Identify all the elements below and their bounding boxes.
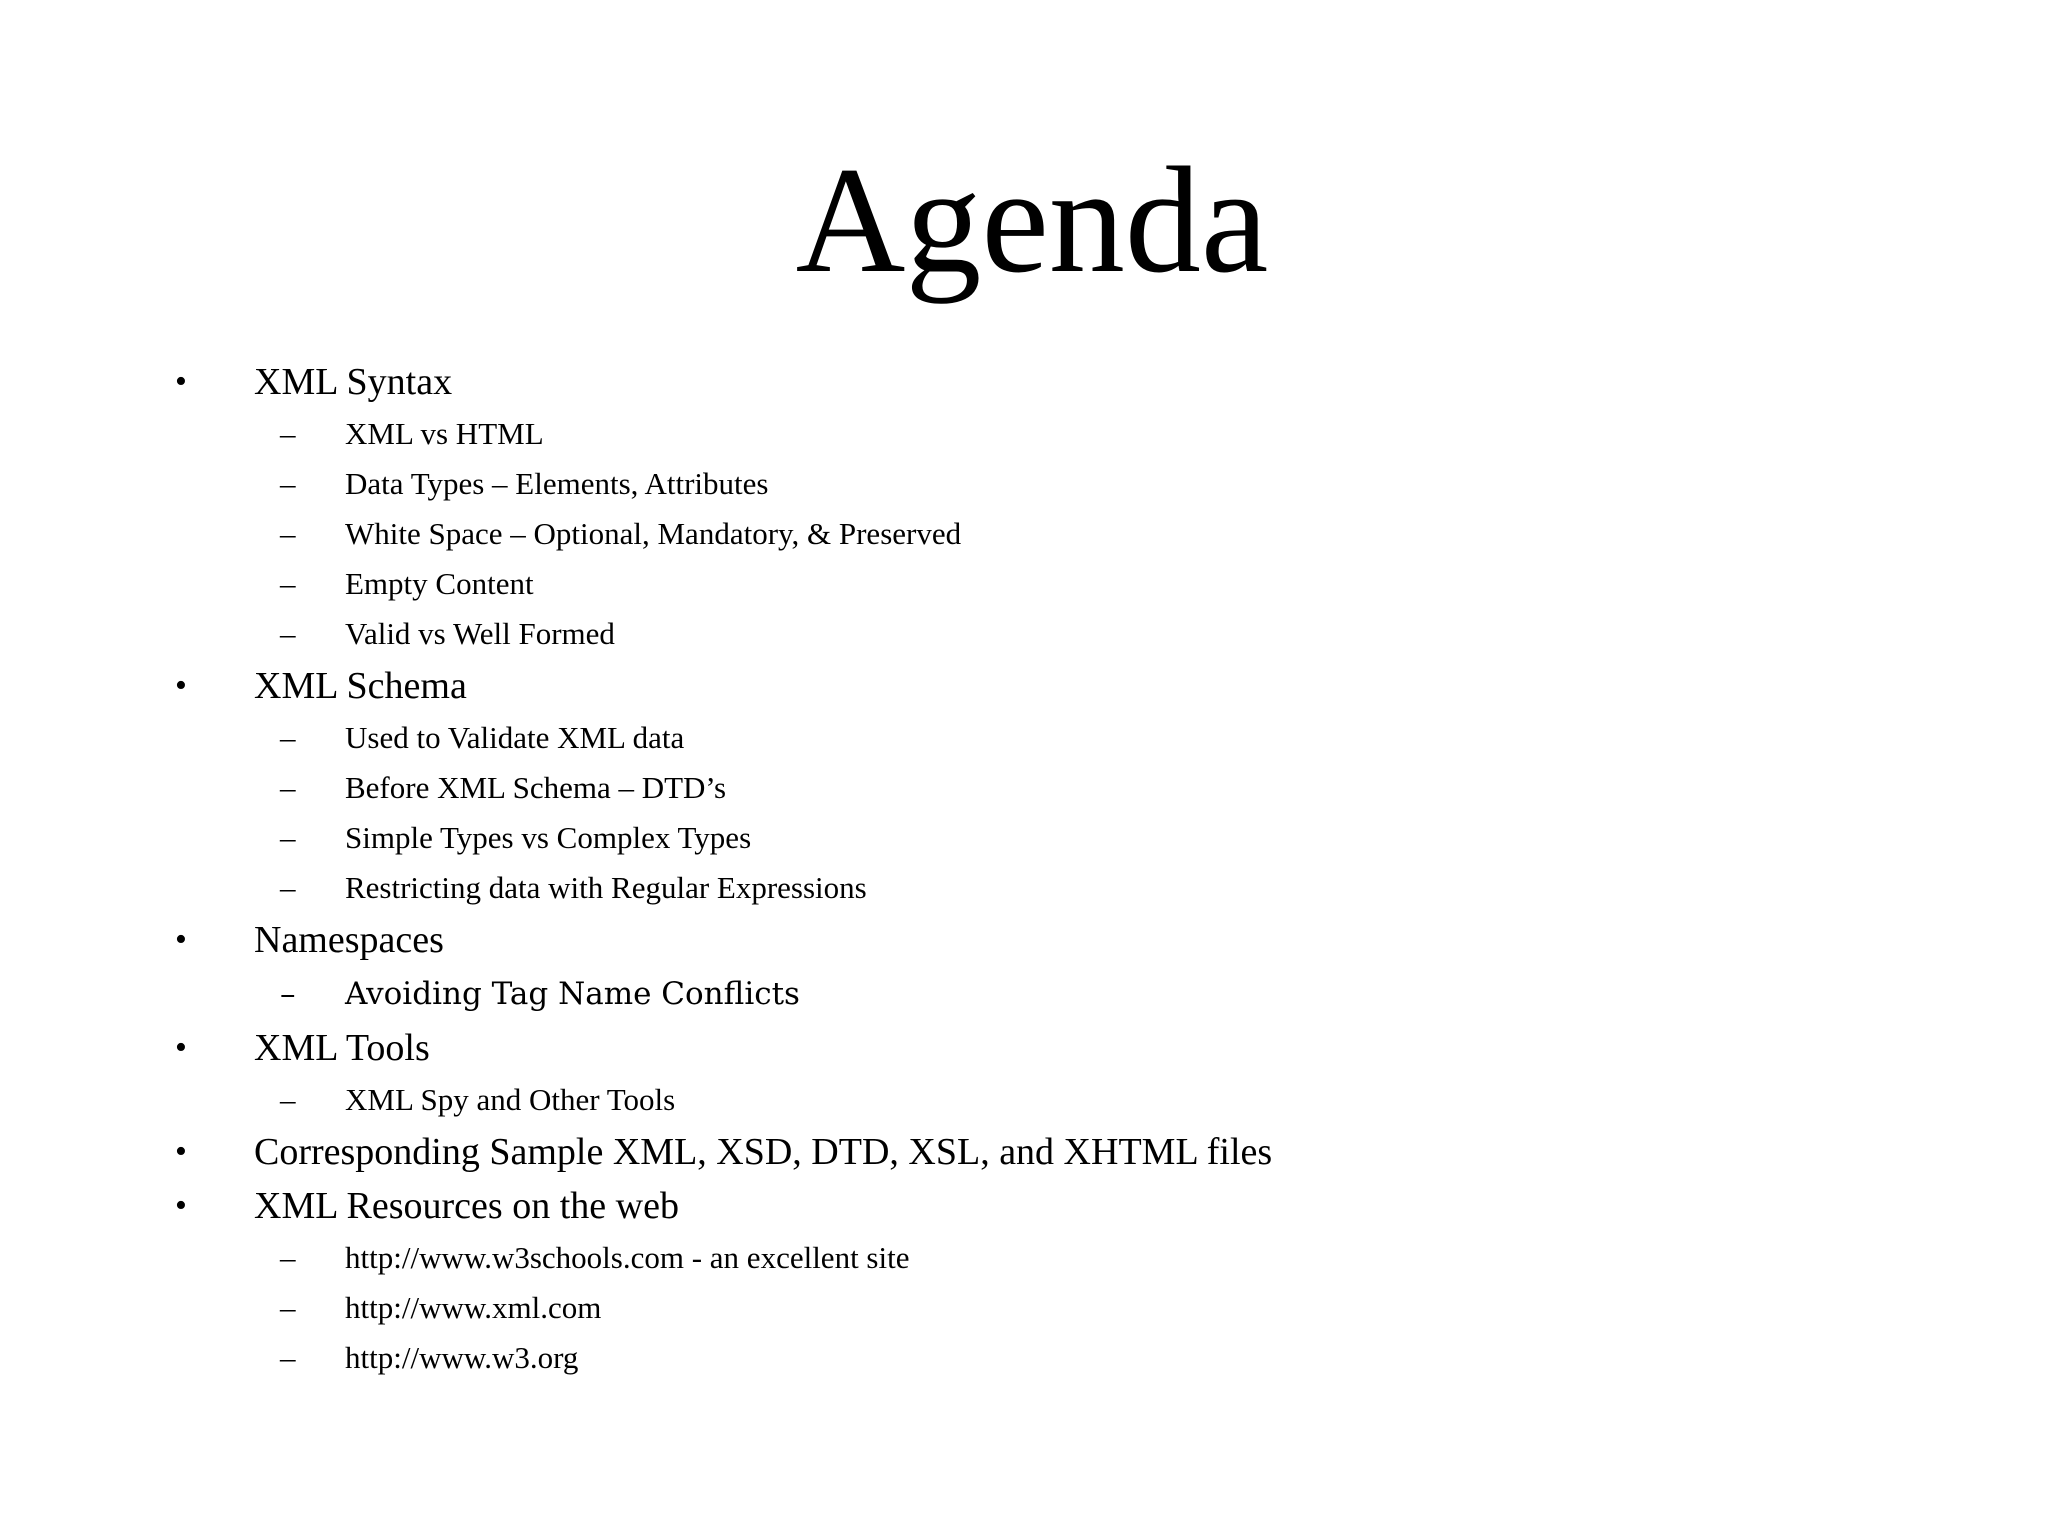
bullet-item-xml-syntax [0, 355, 2048, 409]
sub-label: Used to Validate XML data [345, 720, 685, 755]
sub-label: XML Spy and Other Tools [345, 1082, 676, 1117]
bullet-item-xml-schema [0, 659, 2048, 713]
sub-item [0, 967, 2048, 1021]
sub-label: XML vs HTML [345, 416, 544, 451]
sub-label[interactable]: http://www.w3schools.com - an excellent site [345, 1240, 910, 1275]
bullet-icon: • [175, 921, 187, 958]
bullet-label: XML Resources on the web [254, 1185, 679, 1227]
bullet-icon: • [175, 363, 187, 400]
slide-title: Agenda [795, 136, 1269, 304]
bullet-icon: • [175, 1187, 187, 1224]
dash-icon: – [280, 416, 296, 451]
sub-item-link[interactable] [0, 1233, 2048, 1283]
bullet-label: XML Schema [254, 665, 467, 707]
sub-label: Data Types – Elements, Attributes [345, 466, 769, 501]
sub-label: Restricting data with Regular Expressions [345, 870, 867, 905]
sub-item [0, 409, 2048, 459]
sub-item [0, 713, 2048, 763]
bullet-label: Namespaces [254, 919, 444, 961]
sub-label: Avoiding Tag Name Conflicts [345, 976, 800, 1012]
sub-label[interactable]: http://www.xml.com [345, 1290, 602, 1325]
bullet-label: XML Syntax [254, 361, 453, 403]
dash-icon: – [280, 1340, 296, 1375]
bullet-icon: • [175, 1029, 187, 1066]
sub-item [0, 763, 2048, 813]
dash-icon: – [280, 1240, 296, 1275]
sub-item [0, 459, 2048, 509]
sub-item [0, 813, 2048, 863]
sub-item-link[interactable] [0, 1333, 2048, 1383]
bullet-item-xml-resources [0, 1179, 2048, 1233]
bullet-label: XML Tools [254, 1027, 430, 1069]
bullet-icon: • [175, 1133, 187, 1170]
sub-label: Simple Types vs Complex Types [345, 820, 752, 855]
sub-label: Before XML Schema – DTD’s [345, 770, 727, 805]
dash-icon: – [280, 870, 296, 905]
bullet-item-sample-files [0, 1125, 2048, 1179]
dash-icon: – [280, 820, 296, 855]
sub-item [0, 863, 2048, 913]
dash-icon: – [280, 720, 296, 755]
dash-icon: – [280, 566, 296, 601]
sub-item [0, 509, 2048, 559]
sub-label: White Space – Optional, Mandatory, & Preserved [345, 516, 962, 551]
sub-item [0, 609, 2048, 659]
dash-icon: – [280, 770, 296, 805]
sub-item [0, 1075, 2048, 1125]
bullet-icon: • [175, 667, 187, 704]
dash-icon: – [280, 616, 296, 651]
dash-icon: – [280, 466, 296, 501]
bullet-item-namespaces [0, 913, 2048, 967]
dash-icon: – [280, 1082, 296, 1117]
sub-label: Empty Content [345, 566, 534, 601]
sub-label: Valid vs Well Formed [345, 616, 615, 651]
bullet-item-xml-tools [0, 1021, 2048, 1075]
sub-item [0, 559, 2048, 609]
dash-icon: – [280, 516, 296, 551]
sub-item-link[interactable] [0, 1283, 2048, 1333]
dash-icon: – [280, 1290, 296, 1325]
dash-icon: – [280, 976, 296, 1012]
sub-label[interactable]: http://www.w3.org [345, 1340, 579, 1375]
agenda-list [0, 355, 2048, 1383]
bullet-label: Corresponding Sample XML, XSD, DTD, XSL, and XHTML files [254, 1131, 1273, 1173]
